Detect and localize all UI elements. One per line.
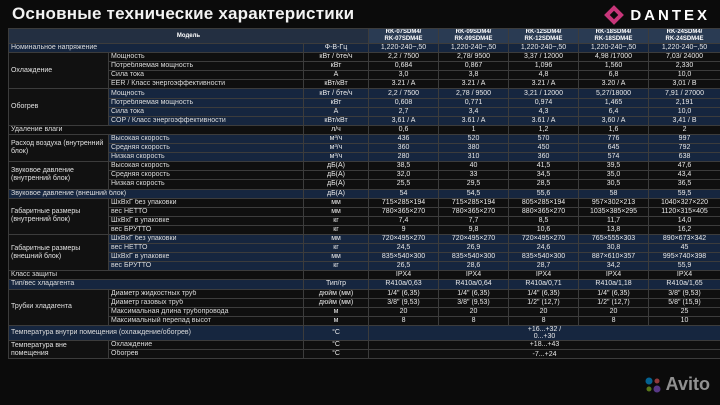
spec-value: 20	[439, 307, 509, 316]
spec-row	[9, 189, 720, 198]
spec-group-label: Охлаждение	[9, 53, 109, 89]
spec-unit: м	[304, 307, 369, 316]
spec-value: 4,98 /17000	[579, 53, 649, 62]
spec-value: 2	[649, 125, 720, 134]
spec-value: 720×495×270	[439, 234, 509, 243]
spec-param: Класс защиты	[9, 271, 304, 280]
spec-param: вес НЕТТО	[109, 244, 304, 253]
model-name: RK-24SDM4/ RK-24SDM4E	[649, 29, 720, 44]
spec-value: 3,41 / B	[649, 116, 720, 125]
spec-param: Температура внутри помещения (охлаждение/обогрев)	[9, 325, 304, 340]
spec-value: R410a/1,18	[579, 280, 649, 289]
spec-value: 20	[369, 307, 439, 316]
spec-value: 638	[649, 153, 720, 162]
spec-unit: A	[304, 71, 369, 80]
avito-logo-icon	[644, 376, 662, 394]
spec-value: 720×495×270	[369, 234, 439, 243]
spec-row	[9, 134, 720, 143]
spec-value: 1,220-240~,50	[509, 44, 579, 53]
spec-value: 30,8	[579, 244, 649, 253]
spec-merged-value: +18...+43	[369, 340, 720, 349]
spec-value: 0,974	[509, 98, 579, 107]
spec-value: 1	[439, 125, 509, 134]
spec-value: 2,330	[649, 62, 720, 71]
spec-value: R410a/1,65	[649, 280, 720, 289]
spec-param: ШхВхГ без упаковки	[109, 234, 304, 243]
spec-param: вес БРУТТО	[109, 262, 304, 271]
spec-unit: кВт/кВт	[304, 80, 369, 89]
spec-row	[9, 62, 720, 71]
spec-unit: м³/ч	[304, 153, 369, 162]
spec-unit: кВт / бте/ч	[304, 53, 369, 62]
spec-value: 2,78 / 9500	[439, 89, 509, 98]
spec-param: Номинальное напряжение	[9, 44, 304, 53]
spec-param: EER / Класс энергоэффективности	[109, 80, 304, 89]
spec-param: вес БРУТТО	[109, 225, 304, 234]
spec-group-label: Габаритные размеры (внешний блок)	[9, 234, 109, 270]
spec-value: 1/2" (12,7)	[579, 298, 649, 307]
spec-value: 6,4	[579, 107, 649, 116]
spec-value: 360	[369, 144, 439, 153]
spec-value: 957×302×213	[579, 198, 649, 207]
spec-value: 10	[649, 316, 720, 325]
spec-param: COP / Класс энергоэффективности	[109, 116, 304, 125]
spec-value: 1,560	[579, 62, 649, 71]
spec-value: 645	[579, 144, 649, 153]
spec-value: 24,5	[369, 244, 439, 253]
spec-value: 16,2	[649, 225, 720, 234]
spec-value: 280	[369, 153, 439, 162]
spec-value: 3,4	[439, 107, 509, 116]
spec-row	[9, 350, 720, 359]
spec-value: 55,9	[649, 262, 720, 271]
spec-unit: дБ(A)	[304, 180, 369, 189]
spec-param: ШхВхГ без упаковки	[109, 198, 304, 207]
spec-value: 0,867	[439, 62, 509, 71]
spec-row	[9, 271, 720, 280]
spec-unit: кВт / бте/ч	[304, 89, 369, 98]
spec-value: 5/8" (15,9)	[649, 298, 720, 307]
spec-value: 1035×385×295	[579, 207, 649, 216]
spec-param: Тип/вес хладагента	[9, 280, 304, 289]
spec-value: 1/4" (6,35)	[579, 289, 649, 298]
spec-unit: дюйм (мм)	[304, 289, 369, 298]
spec-value: 997	[649, 134, 720, 143]
page-title: Основные технические характеристики	[12, 4, 355, 23]
spec-value: 45	[649, 244, 720, 253]
spec-value: 10,6	[509, 225, 579, 234]
spec-unit: дБ(A)	[304, 171, 369, 180]
spec-row	[9, 316, 720, 325]
spec-value: IPX4	[649, 271, 720, 280]
spec-row	[9, 53, 720, 62]
spec-value: 0,771	[439, 98, 509, 107]
spec-value: R410a/0,64	[439, 280, 509, 289]
watermark-text: Avito	[665, 374, 710, 394]
spec-value: 1,220-240~,50	[439, 44, 509, 53]
spec-value: 7,7	[439, 216, 509, 225]
spec-value: 2,7	[369, 107, 439, 116]
spec-row	[9, 180, 720, 189]
spec-value: 360	[509, 153, 579, 162]
spec-param: Средняя скорость	[109, 144, 304, 153]
model-name: RK-12SDM4/ RK-12SDM4E	[509, 29, 579, 44]
spec-group-label: Обогрев	[9, 89, 109, 125]
spec-value: 0,6	[369, 125, 439, 134]
spec-value: 3,61 / A	[369, 116, 439, 125]
spec-value: 3,21 / 12000	[509, 89, 579, 98]
spec-row	[9, 144, 720, 153]
spec-value: 520	[439, 134, 509, 143]
spec-value: 10,0	[649, 107, 720, 116]
brand-name: DANTEX	[630, 6, 710, 24]
spec-value: 8	[509, 316, 579, 325]
spec-value: 6,8	[579, 71, 649, 80]
spec-param: Удаление влаги	[9, 125, 304, 134]
spec-value: 34,5	[509, 171, 579, 180]
spec-value: 880×365×270	[509, 207, 579, 216]
spec-value: 33	[439, 171, 509, 180]
spec-value: 8	[579, 316, 649, 325]
spec-unit: дБ(A)	[304, 189, 369, 198]
spec-param: Мощность	[109, 89, 304, 98]
spec-value: 3/8" (9,53)	[369, 298, 439, 307]
spec-value: 8	[369, 316, 439, 325]
spec-value: 780×365×270	[369, 207, 439, 216]
model-name: RK-07SDM4/ RK-07SDM4E	[369, 29, 439, 44]
spec-value: 3.20 / A	[579, 80, 649, 89]
spec-value: 450	[509, 144, 579, 153]
spec-value: 4,3	[509, 107, 579, 116]
spec-row	[9, 307, 720, 316]
spec-unit: °С	[304, 325, 369, 340]
spec-row	[9, 80, 720, 89]
spec-param: Потребляемая мощность	[109, 62, 304, 71]
spec-value: 2,191	[649, 98, 720, 107]
spec-value: 43,4	[649, 171, 720, 180]
spec-value: 765×555×303	[579, 234, 649, 243]
spec-value: 1/4" (6,35)	[509, 289, 579, 298]
spec-value: 0,608	[369, 98, 439, 107]
spec-value: 2,78/ 9500	[439, 53, 509, 62]
spec-unit: A	[304, 107, 369, 116]
spec-value: 1040×327×220	[649, 198, 720, 207]
spec-value: 30,5	[579, 180, 649, 189]
model-header: Модель	[9, 29, 369, 44]
spec-value: 41,5	[509, 162, 579, 171]
spec-value: 59,5	[649, 189, 720, 198]
spec-value: 54,5	[439, 189, 509, 198]
spec-value: 20	[509, 307, 579, 316]
spec-value: 1/4" (6,35)	[369, 289, 439, 298]
spec-value: 570	[509, 134, 579, 143]
spec-unit: дюйм (мм)	[304, 298, 369, 307]
spec-row	[9, 44, 720, 53]
spec-value: 3,0	[369, 71, 439, 80]
spec-value: 776	[579, 134, 649, 143]
spec-value: 36,5	[649, 180, 720, 189]
spec-param: ШхВхГ в упаковке	[109, 253, 304, 262]
spec-value: 2,2 / 7500	[369, 53, 439, 62]
spec-unit: кг	[304, 225, 369, 234]
spec-value: 3,37 / 12000	[509, 53, 579, 62]
spec-value: 9	[369, 225, 439, 234]
spec-unit: м³/ч	[304, 144, 369, 153]
spec-param: ШхВхГ в упаковке	[109, 216, 304, 225]
spec-row	[9, 244, 720, 253]
spec-value: 29,5	[439, 180, 509, 189]
spec-value: 995×740×398	[649, 253, 720, 262]
spec-unit: мм	[304, 198, 369, 207]
spec-row	[9, 71, 720, 80]
spec-param: Мощность	[109, 53, 304, 62]
spec-row	[9, 253, 720, 262]
spec-value: 1,6	[579, 125, 649, 134]
spec-merged-value: +16...+32 / 0...+30	[369, 325, 720, 340]
spec-value: IPX4	[509, 271, 579, 280]
spec-value: 3,8	[439, 71, 509, 80]
spec-param: Низкая скорость	[109, 153, 304, 162]
spec-value: 3.61 / A	[439, 116, 509, 125]
spec-value: 3,60 / A	[579, 116, 649, 125]
spec-value: 26,5	[369, 262, 439, 271]
spec-value: 24,6	[509, 244, 579, 253]
spec-value: 715×285×194	[439, 198, 509, 207]
spec-row	[9, 234, 720, 243]
spec-unit: кг	[304, 244, 369, 253]
spec-row	[9, 116, 720, 125]
spec-value: 10,0	[649, 71, 720, 80]
spec-value: 0,684	[369, 62, 439, 71]
spec-value: 720×495×270	[509, 234, 579, 243]
spec-value: 26,9	[439, 244, 509, 253]
spec-value: 887×610×357	[579, 253, 649, 262]
spec-param: Сила тока	[109, 107, 304, 116]
spec-table-body	[9, 44, 720, 359]
spec-value: 35,0	[579, 171, 649, 180]
model-name: RK-18SDM4/ RK-18SDM4E	[579, 29, 649, 44]
spec-row	[9, 162, 720, 171]
spec-value: 3.21 / A	[369, 80, 439, 89]
spec-value: 436	[369, 134, 439, 143]
spec-value: 1,465	[579, 98, 649, 107]
spec-unit: Тип/гр	[304, 280, 369, 289]
spec-group-label: Трубки хладагента	[9, 289, 109, 325]
spec-row	[9, 216, 720, 225]
spec-param: Потребляемая мощность	[109, 98, 304, 107]
spec-unit: дБ(A)	[304, 162, 369, 171]
spec-param: Звуковое давление (внешний блок)	[9, 189, 304, 198]
spec-value: 8,5	[509, 216, 579, 225]
spec-table-container	[8, 28, 720, 359]
spec-group-label: Расход воздуха (внутренний блок)	[9, 134, 109, 161]
spec-value: 1,220-240~,50	[369, 44, 439, 53]
spec-row	[9, 225, 720, 234]
spec-value: 58	[579, 189, 649, 198]
spec-merged-value: -7...+24	[369, 350, 720, 359]
spec-param: Обогрев	[109, 350, 304, 359]
spec-param: Высокая скорость	[109, 162, 304, 171]
spec-value: 574	[579, 153, 649, 162]
spec-value: IPX4	[579, 271, 649, 280]
spec-unit	[304, 271, 369, 280]
spec-value: 25	[649, 307, 720, 316]
spec-value: 8	[439, 316, 509, 325]
spec-group-label: Габаритные размеры (внутренний блок)	[9, 198, 109, 234]
spec-row	[9, 340, 720, 349]
spec-value: 3,01 / B	[649, 80, 720, 89]
model-header-row	[9, 29, 720, 44]
spec-param: Низкая скорость	[109, 180, 304, 189]
spec-row	[9, 289, 720, 298]
spec-value: R410a/0,63	[369, 280, 439, 289]
spec-row	[9, 207, 720, 216]
spec-value: 835×540×300	[369, 253, 439, 262]
spec-value: 20	[579, 307, 649, 316]
spec-value: 39,5	[579, 162, 649, 171]
spec-value: 32,0	[369, 171, 439, 180]
spec-value: 9,8	[439, 225, 509, 234]
spec-unit: кг	[304, 262, 369, 271]
spec-value: 2,2 / 7500	[369, 89, 439, 98]
spec-value: 14,0	[649, 216, 720, 225]
spec-value: 1120×315×405	[649, 207, 720, 216]
spec-table	[8, 28, 720, 359]
spec-value: 38,5	[369, 162, 439, 171]
spec-value: 1,220-240~,50	[649, 44, 720, 53]
model-name: RK-09SDM4/ RK-09SDM4E	[439, 29, 509, 44]
spec-unit: м	[304, 316, 369, 325]
spec-value: 34,2	[579, 262, 649, 271]
spec-value: 13,8	[579, 225, 649, 234]
spec-unit: °С	[304, 340, 369, 349]
spec-param: Средняя скорость	[109, 171, 304, 180]
spec-value: 7,91 / 27000	[649, 89, 720, 98]
spec-value: 7,4	[369, 216, 439, 225]
avito-watermark	[644, 374, 710, 395]
spec-value: 1,220-240~,50	[579, 44, 649, 53]
spec-unit: кВт	[304, 62, 369, 71]
spec-unit: кВт/кВт	[304, 116, 369, 125]
spec-value: 3/8" (9,53)	[439, 298, 509, 307]
spec-unit: кг	[304, 216, 369, 225]
spec-row	[9, 262, 720, 271]
dantex-logo-icon	[604, 5, 624, 25]
spec-value: 3.21 / A	[509, 80, 579, 89]
spec-value: 7,03/ 24000	[649, 53, 720, 62]
spec-value: IPX4	[439, 271, 509, 280]
spec-value: 805×285×194	[509, 198, 579, 207]
spec-value: 28,5	[509, 180, 579, 189]
spec-row	[9, 107, 720, 116]
spec-row	[9, 153, 720, 162]
spec-param: Сила тока	[109, 71, 304, 80]
spec-param: вес НЕТТО	[109, 207, 304, 216]
spec-unit: м³/ч	[304, 134, 369, 143]
spec-unit: мм	[304, 207, 369, 216]
spec-value: 715×285×194	[369, 198, 439, 207]
spec-value: 1/2" (12,7)	[509, 298, 579, 307]
spec-row	[9, 325, 720, 340]
spec-value: 28,7	[509, 262, 579, 271]
spec-value: 25,5	[369, 180, 439, 189]
spec-value: 4,8	[509, 71, 579, 80]
spec-row	[9, 280, 720, 289]
spec-row	[9, 298, 720, 307]
spec-unit: л/ч	[304, 125, 369, 134]
spec-row	[9, 98, 720, 107]
spec-value: 3.61 / A	[509, 116, 579, 125]
spec-unit: мм	[304, 234, 369, 243]
spec-value: 890×673×342	[649, 234, 720, 243]
spec-value: 310	[439, 153, 509, 162]
spec-value: 3/8" (9,53)	[649, 289, 720, 298]
spec-unit: мм	[304, 253, 369, 262]
brand-logo	[604, 5, 710, 25]
spec-param: Максимальный перепад высот	[109, 316, 304, 325]
spec-group-label: Температура вне помещения	[9, 340, 109, 358]
spec-param: Охлаждение	[109, 340, 304, 349]
spec-value: 835×540×300	[509, 253, 579, 262]
spec-param: Диаметр жидкостных труб	[109, 289, 304, 298]
spec-param: Диаметр газовых труб	[109, 298, 304, 307]
spec-row	[9, 171, 720, 180]
spec-value: 55,6	[509, 189, 579, 198]
spec-value: 40	[439, 162, 509, 171]
spec-value: 835×540×300	[439, 253, 509, 262]
spec-group-label: Звуковое давление (внутренний блок)	[9, 162, 109, 189]
spec-value: 5,27/18000	[579, 89, 649, 98]
spec-value: 47,6	[649, 162, 720, 171]
spec-row	[9, 198, 720, 207]
spec-unit: кВт	[304, 98, 369, 107]
spec-value: 780×365×270	[439, 207, 509, 216]
spec-value: 3.21 / A	[439, 80, 509, 89]
spec-value: 1/4" (6,35)	[439, 289, 509, 298]
spec-row	[9, 89, 720, 98]
spec-value: 1,096	[509, 62, 579, 71]
spec-row	[9, 125, 720, 134]
spec-unit: °С	[304, 350, 369, 359]
spec-value: 28,6	[439, 262, 509, 271]
spec-value: IPX4	[369, 271, 439, 280]
spec-value: 792	[649, 144, 720, 153]
spec-param: Максимальная длина трубопровода	[109, 307, 304, 316]
spec-value: 11,7	[579, 216, 649, 225]
spec-unit: Ф-В-Гц	[304, 44, 369, 53]
spec-value: 380	[439, 144, 509, 153]
spec-value: 1,2	[509, 125, 579, 134]
spec-value: R410a/0,71	[509, 280, 579, 289]
spec-param: Высокая скорость	[109, 134, 304, 143]
spec-value: 54	[369, 189, 439, 198]
